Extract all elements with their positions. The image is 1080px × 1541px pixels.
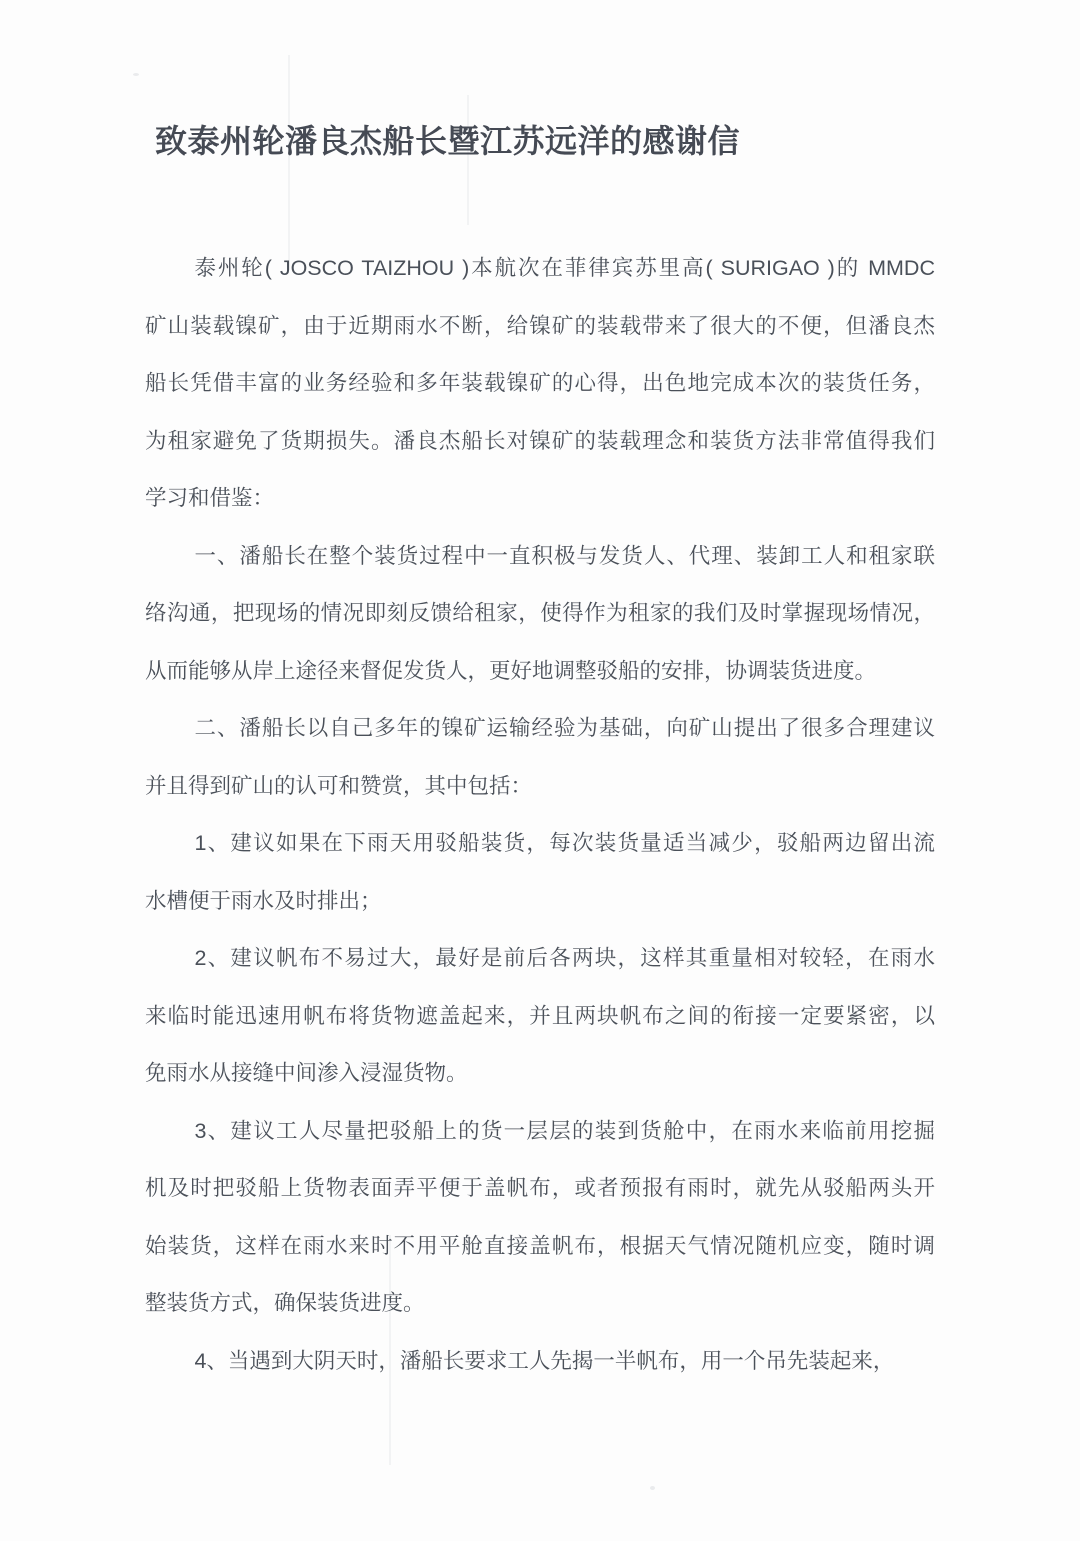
text-line: 学习和借鉴： — [145, 486, 275, 510]
letter-body — [145, 240, 935, 1390]
scan-artifact — [288, 55, 290, 270]
text-line: 1、建议如果在下雨天用驳船装货，每次装货量适当减少，驳船两边留出流 — [194, 831, 935, 855]
paragraph — [145, 240, 935, 528]
paragraph — [145, 1333, 935, 1391]
text-line: 来临时能迅速用帆布将货物遮盖起来，并且两块帆布之间的衔接一定要紧密，以 — [145, 1003, 935, 1028]
text-line: 4、当遇到大阴天时，潘船长要求工人先揭一半帆布，用一个吊先装起来， — [194, 1348, 895, 1373]
text-line: 一、潘船长在整个装货过程中一直积极与发货人、代理、装卸工人和租家联 — [194, 543, 935, 568]
text-line: 为租家避免了货期损失。潘良杰船长对镍矿的装载理念和装货方法非常值得我们 — [145, 428, 935, 453]
text-line: 始装货，这样在雨水来时不用平舱直接盖帆布，根据天气情况随机应变，随时调 — [145, 1233, 935, 1258]
text-line: 3、建议工人尽量把驳船上的货一层层的装到货舱中，在雨水来临前用挖掘 — [194, 1118, 935, 1143]
text-line: 从而能够从岸上途径来督促发货人，更好地调整驳船的安排，协调装货进度。 — [145, 658, 877, 683]
text-line: 整装货方式，确保装货进度。 — [145, 1291, 425, 1315]
paragraph — [145, 700, 935, 815]
paragraph — [145, 815, 935, 930]
paragraph — [145, 930, 935, 1103]
text-line: 机及时把驳船上货物表面弄平便于盖帆布，或者预报有雨时，就先从驳船两头开 — [145, 1176, 935, 1200]
text-line: 免雨水从接缝中间渗入浸湿货物。 — [145, 1061, 468, 1085]
text-line: 并且得到矿山的认可和赞赏，其中包括： — [145, 773, 533, 798]
text-line: 2、建议帆布不易过大，最好是前后各两块，这样其重量相对较轻，在雨水 — [194, 946, 935, 970]
paragraph — [145, 528, 935, 701]
text-line: 矿山装载镍矿，由于近期雨水不断，给镍矿的装载带来了很大的不便，但潘良杰 — [145, 313, 935, 338]
text-line: 络沟通，把现场的情况即刻反馈给租家，使得作为租家的我们及时掌握现场情况， — [145, 601, 935, 625]
text-line: 二、潘船长以自己多年的镍矿运输经验为基础，向矿山提出了很多合理建议 — [194, 716, 935, 740]
scan-artifact — [133, 73, 139, 76]
paragraph — [145, 1103, 935, 1333]
text-line: 水槽便于雨水及时排出； — [145, 888, 382, 913]
text-line: 船长凭借丰富的业务经验和多年装载镍矿的心得，出色地完成本次的装货任务， — [145, 371, 935, 395]
letter-title: 致泰州轮潘良杰船长暨江苏远洋的感谢信 — [155, 123, 741, 159]
scan-artifact — [650, 1486, 655, 1490]
text-line: 泰州轮( JOSCO TAIZHOU )本航次在菲律宾苏里高( SURIGAO )的 MMDC — [194, 256, 935, 280]
